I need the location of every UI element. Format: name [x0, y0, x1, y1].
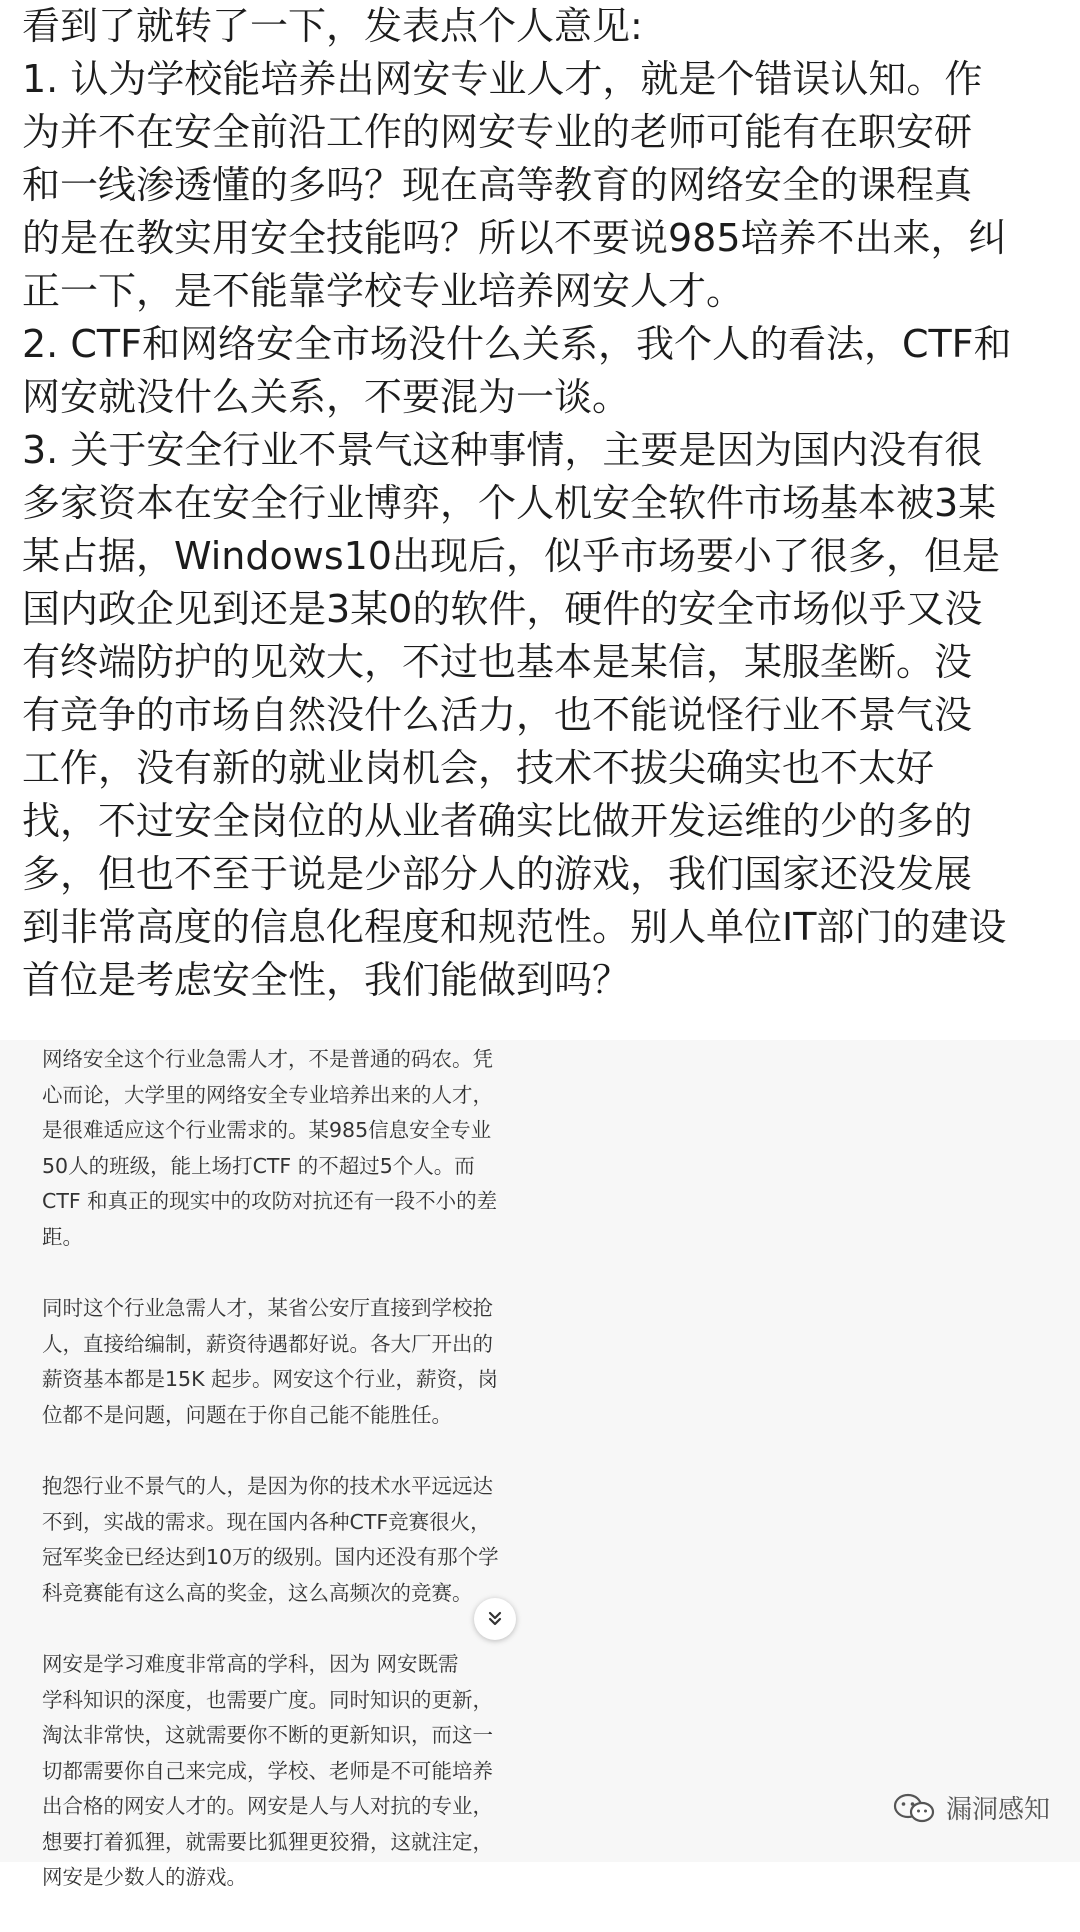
quoted-paragraph [42, 1042, 542, 1255]
chevron-double-down-icon [485, 1609, 505, 1629]
comment-line: 2. CTF和网络安全市场没什么关系，我个人的看法，CTF和 [22, 322, 1012, 366]
quoted-line: 50人的班级，能上场打CTF 的不超过5个人。而 [42, 1153, 475, 1178]
quoted-line: 位都不是问题，问题在于你自己能不能胜任。 [42, 1402, 452, 1427]
comment-line: 多，但也不至于说是少部分人的游戏，我们国家还没发展 [22, 852, 973, 896]
comment-line: 和一线渗透懂的多吗？现在高等教育的网络安全的课程真 [22, 163, 973, 207]
comment-line: 有终端防护的见效大，不过也基本是某信，某服垄断。没 [22, 640, 973, 684]
comment-line: 找，不过安全岗位的从业者确实比做开发运维的少的多的 [22, 799, 973, 843]
quoted-line: 薪资基本都是15K 起步。网安这个行业，薪资，岗 [42, 1367, 499, 1391]
comment-line: 首位是考虑安全性，我们能做到吗？ [22, 958, 631, 1002]
quoted-line: 网安是少数人的游戏。 [42, 1865, 247, 1889]
comment-line: 国内政企见到还是3某0的软件，硬件的安全市场似乎又没 [22, 587, 983, 631]
quoted-line: 网络安全这个行业急需人才，不是普通的码农。凭 [42, 1047, 493, 1071]
quoted-post [42, 1042, 542, 1932]
quoted-line: 切都需要你自己来完成，学校、老师是不可能培养 [42, 1758, 493, 1783]
top-comment [22, 0, 1062, 1007]
wechat-icon [892, 1792, 936, 1824]
quoted-line: 学科知识的深度，也需要广度。同时知识的更新， [42, 1687, 493, 1712]
quoted-line: 抱怨行业不景气的人，是因为你的技术水平远远达 [42, 1474, 493, 1498]
comment-line: 多家资本在安全行业博弈，个人机安全软件市场基本被3某 [22, 481, 997, 525]
comment-line: 工作，没有新的就业岗机会，技术不拔尖确实也不太好 [22, 746, 935, 790]
quoted-line: 是很难适应这个行业需求的。某985信息安全专业 [42, 1118, 492, 1142]
comment-line: 1. 认为学校能培养出网安专业人才，就是个错误认知。作 [22, 57, 983, 101]
quoted-line: 出合格的网安人才的。网安是人与人对抗的专业， [42, 1794, 493, 1818]
quoted-line: CTF 和真正的现实中的攻防对抗还有一段不小的差 [42, 1189, 498, 1213]
quoted-line: 心而论，大学里的网络安全专业培养出来的人才， [42, 1082, 493, 1107]
comment-line: 网安就没什么关系，不要混为一谈。 [22, 375, 631, 419]
comment-line: 到非常高度的信息化程度和规范性。别人单位IT部门的建设 [22, 905, 1007, 949]
quoted-line: 同时这个行业急需人才，某省公安厅直接到学校抢 [42, 1296, 493, 1320]
comment-line: 看到了就转了一下，发表点个人意见: [22, 4, 643, 48]
comment-line: 有竞争的市场自然没什么活力，也不能说怪行业不景气没 [22, 693, 973, 737]
quoted-line: 冠军奖金已经达到10万的级别。国内还没有那个学 [42, 1545, 499, 1569]
watermark [892, 1789, 1050, 1826]
quoted-line: 距。 [42, 1224, 83, 1249]
scroll-down-button[interactable] [474, 1598, 516, 1640]
quoted-paragraph [42, 1647, 542, 1896]
quoted-line: 人，直接给编制，薪资待遇都好说。各大厂开出的 [42, 1331, 493, 1356]
comment-line: 为并不在安全前沿工作的网安专业的老师可能有在职安研 [22, 110, 973, 154]
comment-line: 3. 关于安全行业不景气这种事情，主要是因为国内没有很 [22, 428, 983, 472]
comment-line: 某占据，Windows10出现后，似乎市场要小了很多，但是 [22, 534, 1000, 578]
quoted-paragraph [42, 1291, 542, 1433]
quoted-line: 淘汰非常快，这就需要你不断的更新知识，而这一 [42, 1723, 493, 1747]
comment-line: 的是在教实用安全技能吗？所以不要说985培养不出来，纠 [22, 216, 1007, 260]
quoted-line: 网安是学习难度非常高的学科，因为 网安既需 [42, 1652, 459, 1676]
watermark-text: 漏洞感知 [945, 1795, 1050, 1825]
quoted-line: 想要打着狐狸，就需要比狐狸更狡猾，这就注定， [42, 1829, 493, 1854]
quoted-paragraph [42, 1469, 542, 1611]
comment-line: 正一下，是不能靠学校专业培养网安人才。 [22, 269, 745, 313]
quoted-line: 科竞赛能有这么高的奖金，这么高频次的竞赛。 [42, 1580, 473, 1605]
quoted-line: 不到，实战的需求。现在国内各种CTF竞赛很火， [42, 1509, 491, 1534]
